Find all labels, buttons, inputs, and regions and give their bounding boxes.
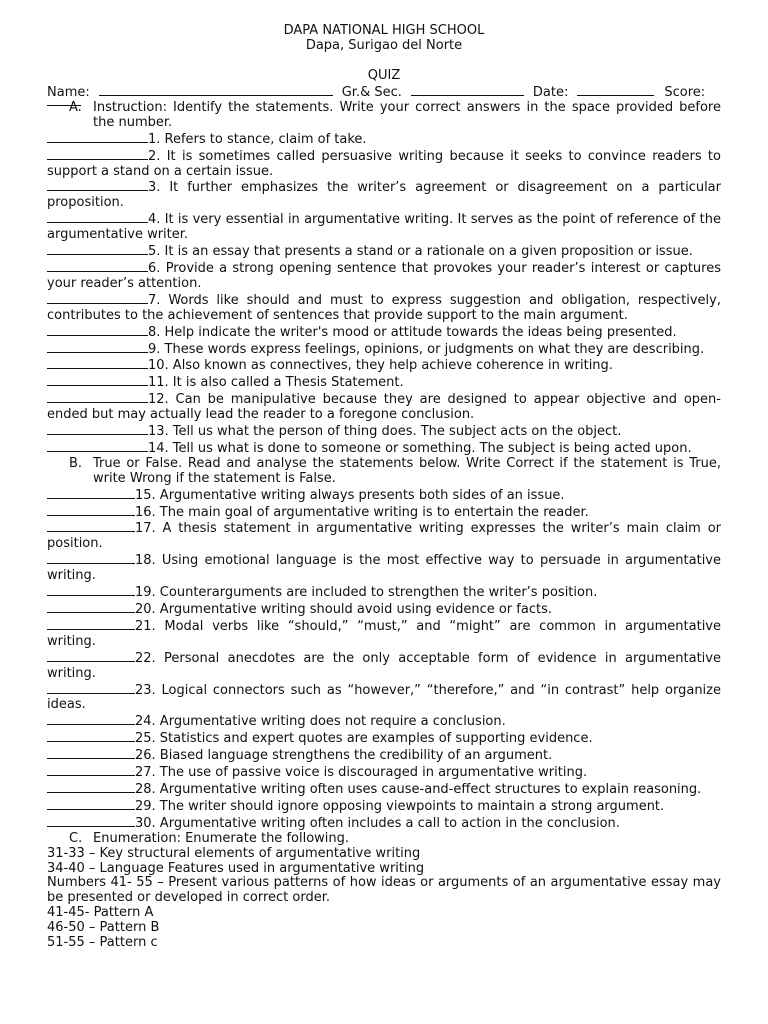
question-text: 13. Tell us what the person of thing does. The subject acts on the object. — [148, 424, 622, 440]
question-text: 23. Logical connectors such as “however,” “therefore,” and “in contrast” help organize ideas. — [47, 682, 721, 713]
answer-blank[interactable] — [47, 730, 135, 742]
answer-blank[interactable] — [47, 520, 135, 532]
question-text: 19. Counterarguments are included to strengthen the writer’s position. — [135, 585, 598, 601]
question-item — [47, 423, 721, 440]
question-item — [47, 552, 721, 584]
question-item — [47, 211, 721, 243]
section-label: Gr.& Sec. — [341, 85, 402, 100]
question-item — [47, 292, 721, 324]
answer-blank[interactable] — [47, 423, 148, 435]
question-item — [47, 618, 721, 650]
question-text: 11. It is also called a Thesis Statement. — [148, 375, 404, 391]
answer-blank[interactable] — [47, 798, 135, 810]
answer-blank[interactable] — [47, 440, 148, 452]
question-text: 26. Biased language strengthens the credibility of an argument. — [135, 748, 553, 764]
school-location: Dapa, Surigao del Norte — [305, 38, 463, 53]
question-item — [47, 487, 721, 504]
enumeration-line: 46-50 – Pattern B — [47, 920, 160, 936]
enumeration-line: 51-55 – Pattern c — [47, 935, 158, 951]
part-c-letter: C. — [69, 830, 83, 846]
question-item — [47, 131, 721, 148]
answer-blank[interactable] — [47, 292, 148, 304]
school-name: DAPA NATIONAL HIGH SCHOOL — [283, 23, 485, 38]
answer-blank[interactable] — [47, 618, 135, 630]
score-field[interactable] — [47, 99, 81, 106]
question-item — [47, 682, 721, 714]
enumeration-line: 41-45- Pattern A — [47, 905, 154, 921]
question-item — [47, 341, 721, 358]
enumeration-line: 31-33 – Key structural elements of argumentative writing — [47, 845, 421, 861]
question-item — [47, 324, 721, 341]
question-text: 9. These words express feelings, opinions, or judgments on what they are describing. — [148, 341, 705, 357]
answer-blank[interactable] — [47, 211, 148, 223]
question-text: 6. Provide a strong opening sentence that provokes your reader’s interest or captures your reader’s attention. — [47, 260, 721, 291]
question-text: 18. Using emotional language is the most effective way to persuade in argumentative writing. — [47, 553, 721, 584]
answer-blank[interactable] — [47, 260, 148, 272]
enumeration-line: 34-40 – Language Features used in argumentative writing — [47, 860, 425, 876]
part-b-text: True or False. Read and analyse the statements below. Write Correct if the statement is True, write Wrong if the statement is False. — [93, 455, 721, 486]
part-a-list — [47, 131, 721, 457]
question-text: 25. Statistics and expert quotes are examples of supporting evidence. — [135, 731, 593, 747]
answer-blank[interactable] — [47, 487, 135, 499]
question-text: 24. Argumentative writing does not require a conclusion. — [135, 714, 506, 730]
section-field[interactable] — [411, 84, 524, 96]
part-c-text: Enumeration: Enumerate the following. — [93, 830, 350, 846]
answer-blank[interactable] — [47, 764, 135, 776]
answer-blank[interactable] — [47, 341, 148, 353]
question-item — [47, 601, 721, 618]
question-text: 28. Argumentative writing often uses cause-and-effect structures to explain reasoning. — [135, 781, 702, 797]
question-item — [47, 148, 721, 180]
question-text: 14. Tell us what is done to someone or something. The subject is being acted upon. — [148, 440, 692, 456]
answer-blank[interactable] — [47, 713, 135, 725]
answer-blank[interactable] — [47, 357, 148, 369]
question-text: 12. Can be manipulative because they are designed to appear objective and open-ended but may actually lead the reader to a foregone conclusion. — [47, 392, 721, 423]
question-item — [47, 391, 721, 423]
answer-blank[interactable] — [47, 131, 148, 143]
answer-blank[interactable] — [47, 374, 148, 386]
student-info-row — [47, 84, 721, 101]
answer-blank[interactable] — [47, 650, 135, 662]
question-text: 10. Also known as connectives, they help achieve coherence in writing. — [148, 358, 613, 374]
score-label: Score: — [664, 85, 706, 100]
name-field[interactable] — [99, 84, 333, 96]
question-item — [47, 440, 721, 457]
question-text: 5. It is an essay that presents a stand or a rationale on a given proposition or issue. — [148, 244, 693, 260]
answer-blank[interactable] — [47, 324, 148, 336]
answer-blank[interactable] — [47, 391, 148, 403]
part-a-letter: A. — [69, 99, 82, 115]
part-a-text: Instruction: Identify the statements. Write your correct answers in the space provided before the number. — [93, 99, 721, 130]
question-item — [47, 815, 721, 832]
question-item — [47, 713, 721, 730]
name-label: Name: — [47, 85, 90, 100]
question-text: 30. Argumentative writing often includes a call to action in the conclusion. — [135, 815, 620, 831]
question-item — [47, 584, 721, 601]
question-text: 16. The main goal of argumentative writing is to entertain the reader. — [135, 504, 589, 520]
question-text: 29. The writer should ignore opposing viewpoints to maintain a strong argument. — [135, 798, 665, 814]
quiz-title: QUIZ — [367, 68, 401, 83]
question-item — [47, 260, 721, 292]
question-text: 22. Personal anecdotes are the only acceptable form of evidence in argumentative writing. — [47, 650, 721, 681]
question-text: 4. It is very essential in argumentative writing. It serves as the point of reference of the argumentative writer. — [47, 212, 721, 243]
part-c-instruction — [69, 832, 721, 847]
answer-blank[interactable] — [47, 243, 148, 255]
question-text: 17. A thesis statement in argumentative writing expresses the writer’s main claim or position. — [47, 521, 721, 552]
question-item — [47, 374, 721, 391]
question-text: 3. It further emphasizes the writer’s agreement or disagreement on a particular proposition. — [47, 180, 721, 211]
question-item — [47, 179, 721, 211]
question-text: 8. Help indicate the writer's mood or attitude towards the ideas being presented. — [148, 324, 677, 340]
part-b-letter: B. — [69, 455, 83, 471]
question-text: 2. It is sometimes called persuasive writing because it seeks to convince readers to support a stand on a certain issue. — [47, 148, 721, 179]
answer-blank[interactable] — [47, 148, 148, 160]
answer-blank[interactable] — [47, 682, 135, 694]
question-item — [47, 650, 721, 682]
question-text: 21. Modal verbs like “should,” “must,” and “might” are common in argumentative writing. — [47, 618, 721, 649]
question-item — [47, 243, 721, 260]
date-label: Date: — [532, 85, 569, 100]
question-text: 20. Argumentative writing should avoid using evidence or facts. — [135, 602, 552, 617]
question-item — [47, 504, 721, 521]
question-item — [47, 730, 721, 747]
part-a-instruction — [69, 101, 721, 131]
question-item — [47, 747, 721, 764]
part-c-list — [47, 847, 721, 951]
enumeration-line: Numbers 41- 55 – Present various patterns of how ideas or arguments of an argumentative essay may be presented or developed in correct order. — [47, 875, 721, 906]
question-item — [47, 357, 721, 374]
question-text: 15. Argumentative writing always presents both sides of an issue. — [135, 487, 565, 503]
answer-blank[interactable] — [47, 179, 148, 191]
question-text: 27. The use of passive voice is discouraged in argumentative writing. — [135, 765, 588, 781]
answer-blank[interactable] — [47, 781, 135, 793]
part-b-list — [47, 487, 721, 832]
answer-blank[interactable] — [47, 504, 135, 516]
answer-blank[interactable] — [47, 552, 135, 564]
question-item — [47, 781, 721, 798]
answer-blank[interactable] — [47, 601, 135, 613]
date-field[interactable] — [577, 84, 654, 96]
question-text: 1. Refers to stance, claim of take. — [148, 131, 367, 147]
question-text: 7. Words like should and must to express suggestion and obligation, respectively, contributes to the achievement of sentences that provide support to the main argument. — [47, 292, 721, 323]
answer-blank[interactable] — [47, 747, 135, 759]
question-item — [47, 520, 721, 552]
answer-blank[interactable] — [47, 815, 135, 827]
answer-blank[interactable] — [47, 584, 135, 596]
question-item — [47, 764, 721, 781]
part-b-instruction — [69, 457, 721, 487]
question-item — [47, 798, 721, 815]
